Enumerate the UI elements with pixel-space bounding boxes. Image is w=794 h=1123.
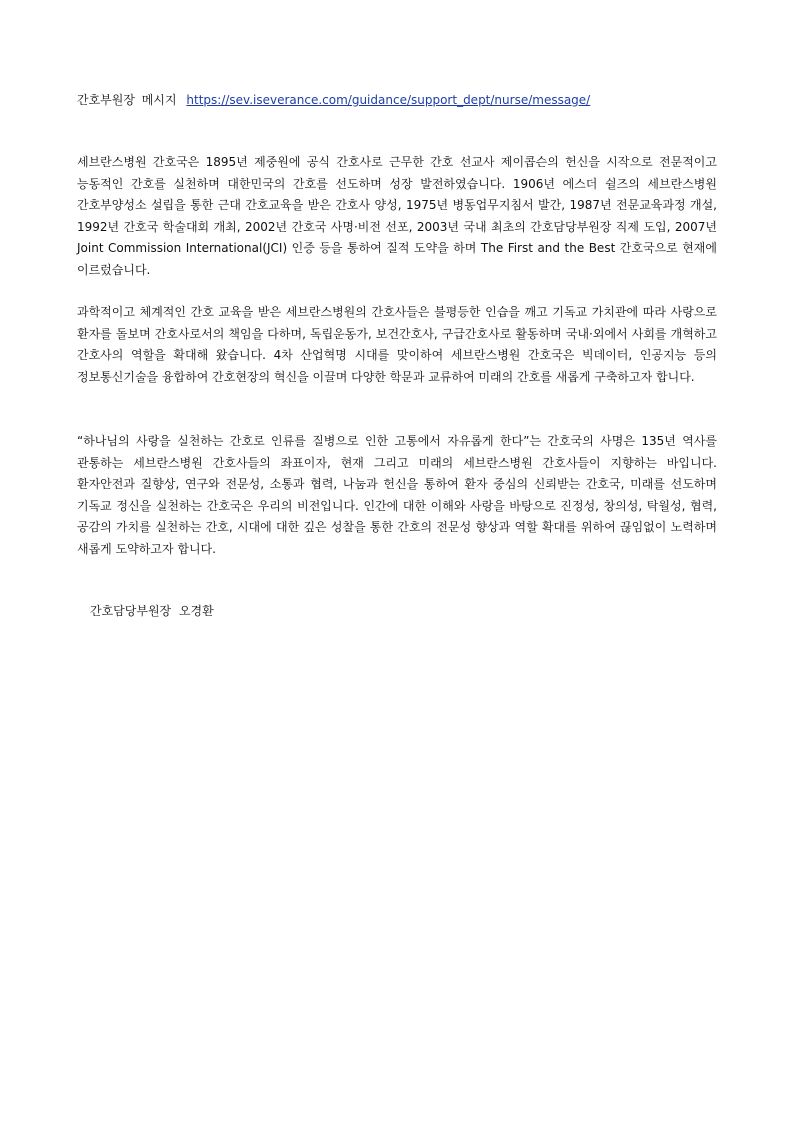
source-url-link[interactable]: https://sev.iseverance.com/guidance/support_dept/nurse/message/ <box>186 93 591 107</box>
document-header <box>77 91 737 109</box>
signature-line: 간호담당부원장 오경환 <box>90 604 214 618</box>
paragraph-history: 세브란스병원 간호국은 1895년 제중원에 공식 간호사로 근무한 간호 선교사 제이콥슨의 헌신을 시작으로 전문적이고 능동적인 간호를 실천하며 대한민국의 간호를 선도하며 성장 발전하였습니다. 1906년 에스더 쉴즈의 세브란스병원 간호부양성소 설립을 통한 근대 간호교육을 받은 간호사 양성, 1975년 병동업무지침서 발간, 1987년 전문교육과정 개설, 1992년 간호국 학술대회 개최, 2002년 간호국 사명·비전 선포, 2003년 국내 최초의 간호담당부원장 직제 도입, 2007년 Joint Commission International(JCI) 인증 등을 통하여 질적 도약을 하며 The First and the Best 간호국으로 현재에 이르렀습니다. <box>77 155 717 277</box>
paragraph-education-role: 과학적이고 체계적인 간호 교육을 받은 세브란스병원의 간호사들은 불평등한 인습을 깨고 기독교 가치관에 따라 사랑으로 환자를 돌보며 간호사로서의 책임을 다하며, 독립운동가, 보건간호사, 구급간호사로 활동하며 국내·외에서 사회를 개혁하고 간호사의 역할을 확대해 왔습니다. 4차 산업혁명 시대를 맞이하여 세브란스병원 간호국은 빅데이터, 인공지능 등의 정보통신기술을 융합하여 간호현장의 혁신을 이끌며 다양한 학문과 교류하여 미래의 간호를 새롭게 구축하고자 합니다. <box>77 305 717 384</box>
header-title: 간호부원장 메시지 <box>77 93 177 107</box>
paragraph-mission-vision: “하나님의 사랑을 실천하는 간호로 인류를 질병으로 인한 고통에서 자유롭게 한다”는 간호국의 사명은 135년 역사를 관통하는 세브란스병원 간호사들의 좌표이자, 현재 그리고 미래의 세브란스병원 간호사들이 지향하는 바입니다. 환자안전과 질향상, 연구와 전문성, 소통과 협력, 나눔과 헌신을 통하여 환자 중심의 신뢰받는 간호국, 미래를 선도하며 기독교 정신을 실천하는 간호국은 우리의 비전입니다. 인간에 대한 이해와 사랑을 바탕으로 진정성, 창의성, 탁월성, 협력, 공감의 가치를 실천하는 간호, 시대에 대한 깊은 성찰을 통한 간호의 전문성 향상과 역할 확대를 위하여 끊임없이 노력하며 새롭게 도약하고자 합니다. <box>77 434 717 556</box>
